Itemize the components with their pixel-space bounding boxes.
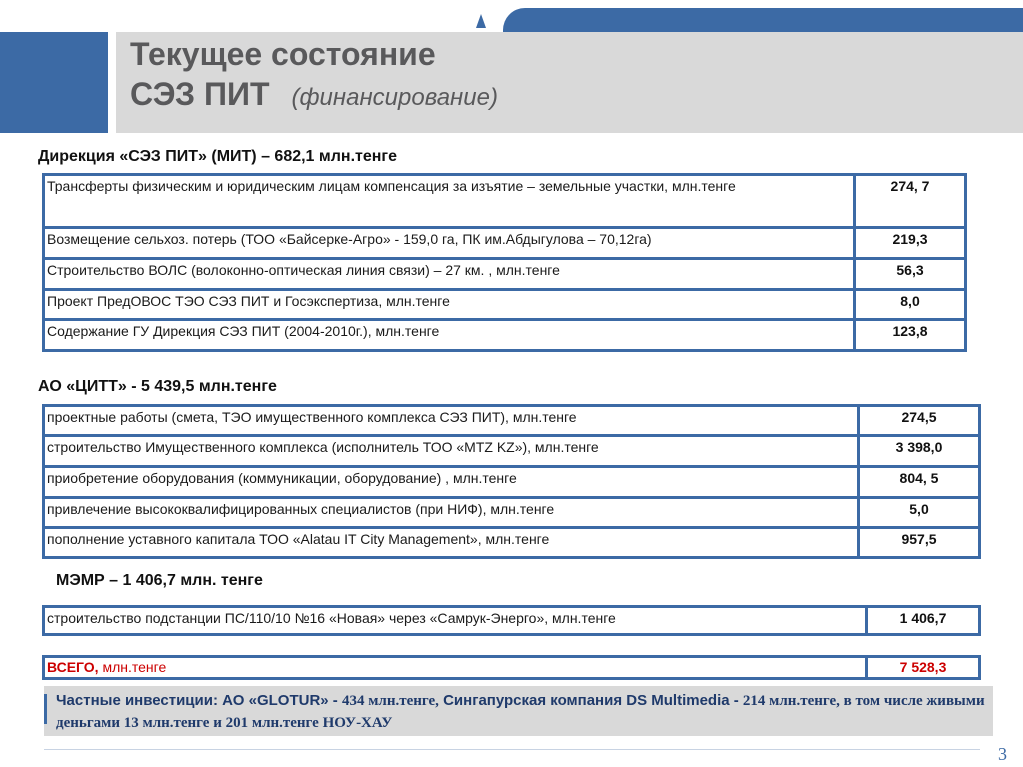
header-left-block (0, 32, 108, 133)
total-label (45, 658, 868, 677)
private-investments-text (56, 690, 993, 734)
footer-divider (44, 749, 980, 750)
page-title (130, 34, 498, 118)
table-row (45, 529, 978, 556)
row-value: 1 406,7 (899, 610, 947, 626)
private-panel-accent-bar (44, 694, 47, 724)
table-row (45, 176, 964, 229)
header-tab-decoration (503, 8, 1023, 32)
row-value: 219,3 (892, 231, 928, 247)
total-value: 7 528,3 (899, 659, 947, 675)
row-value: 274, 7 (890, 178, 930, 194)
table-row (45, 260, 964, 291)
private-part-1: Частные инвестиции: АО «GLOTUR» - (56, 692, 342, 709)
row-label: строительство подстанции ПС/110/10 №16 «Новая» через «Самрук-Энерго», млн.тенге (45, 608, 868, 633)
private-part-4: 214 млн.тенге, в том числе живыми деньгами 13 млн.тенге и 201 млн.тенге НОУ-ХАУ (56, 693, 985, 731)
row-label: строительство Имущественного комплекса (исполнитель ТОО «MTZ KZ»), млн.тенге (45, 437, 860, 465)
table-row (45, 229, 964, 260)
row-label: приобретение оборудования (коммуникации, оборудование) , млн.тенге (45, 468, 860, 496)
total-label-bold: ВСЕГО, (47, 659, 99, 675)
table-row (45, 321, 964, 349)
row-value: 274,5 (901, 409, 937, 425)
table-citt (42, 404, 981, 559)
row-label: Строительство ВОЛС (волоконно-оптическая линия связи) – 27 км. , млн.тенге (45, 260, 856, 288)
table-memr (42, 605, 981, 636)
row-value: 804, 5 (899, 470, 939, 486)
row-label: пополнение уставного капитала ТОО «Alatau IT City Management», млн.тенге (45, 529, 860, 556)
table-row (45, 608, 978, 633)
title-subtitle: (финансирование) (291, 84, 498, 111)
row-value: 3 398,0 (895, 439, 943, 455)
row-label: Возмещение сельхоз. потерь (ТОО «Байсерке-Агро» - 159,0 га, ПК им.Абдыгулова – 70,12га) (45, 229, 856, 257)
row-label: Трансферты физическим и юридическим лицам компенсация за изъятие – земельные участки, млн.тенге (45, 176, 856, 226)
table-total (42, 655, 981, 680)
row-value: 123,8 (892, 323, 928, 339)
title-line-2: СЭЗ ПИТ (130, 76, 270, 112)
row-value: 8,0 (900, 293, 920, 309)
section-heading-directorate: Дирекция «СЭЗ ПИТ» (МИТ) – 682,1 млн.тенге (38, 148, 397, 165)
row-value: 957,5 (901, 531, 937, 547)
header-triangle-decoration (476, 14, 486, 28)
page-number: 3 (998, 744, 1007, 764)
table-row (45, 407, 978, 437)
title-line-1: Текущее состояние (130, 36, 436, 72)
total-label-unit: млн.тенге (98, 659, 167, 675)
total-row (45, 658, 978, 677)
table-row (45, 499, 978, 529)
private-investments-panel (44, 686, 993, 736)
section-heading-citt: АО «ЦИТТ» - 5 439,5 млн.тенге (38, 378, 277, 395)
table-row (45, 291, 964, 321)
row-label: Проект ПредОВОС ТЭО СЭЗ ПИТ и Госэкспертиза, млн.тенге (45, 291, 856, 318)
row-value: 56,3 (896, 262, 924, 278)
section-heading-memr: МЭМР – 1 406,7 млн. тенге (56, 572, 263, 589)
row-value: 5,0 (909, 501, 929, 517)
row-label: Содержание ГУ Дирекция СЭЗ ПИТ (2004-2010г.), млн.тенге (45, 321, 856, 349)
table-directorate (42, 173, 967, 352)
table-row (45, 437, 978, 468)
table-row (45, 468, 978, 499)
row-label: привлечение высококвалифицированных специалистов (при НИФ), млн.тенге (45, 499, 860, 526)
private-part-3: Сингапурская компания DS Multimedia - (438, 692, 743, 709)
row-label: проектные работы (смета, ТЭО имущественного комплекса СЭЗ ПИТ), млн.тенге (45, 407, 860, 434)
private-part-2: 434 млн.тенге, (341, 693, 439, 709)
